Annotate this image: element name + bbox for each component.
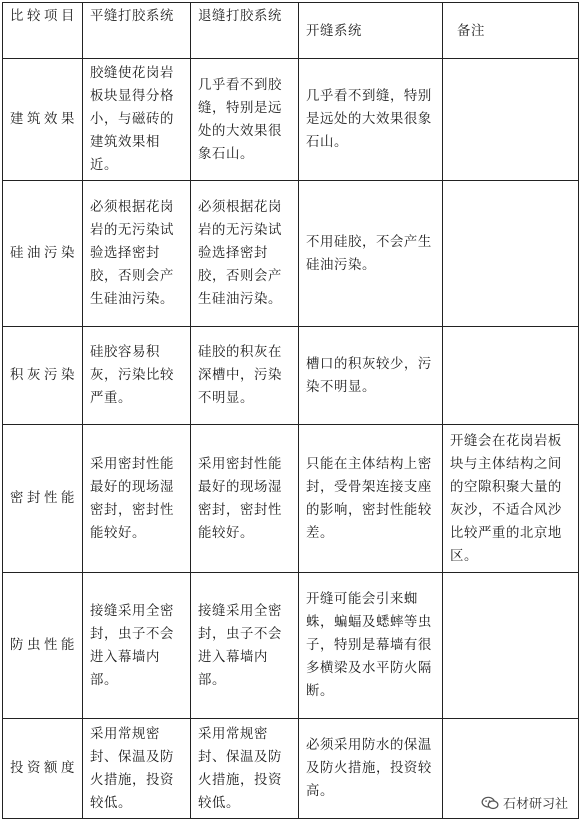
table-header-row: [3, 3, 579, 59]
row-item: 建筑效果: [3, 59, 83, 181]
cell-open-seam: 槽口的积灰较少，污染不明显。: [299, 327, 443, 425]
cell-recessed-seam: 接缝采用全密封，虫子不会进入幕墙内部。: [191, 573, 299, 719]
comparison-table: [2, 2, 579, 819]
table-row: [3, 425, 579, 573]
header-open-seam: 开缝系统: [299, 3, 443, 59]
row-item: 防虫性能: [3, 573, 83, 719]
wechat-icon: [481, 796, 499, 810]
watermark-text: 石材研习社: [502, 797, 568, 812]
cell-note: [443, 573, 579, 719]
header-flat-seam: 平缝打胶系统: [83, 3, 191, 59]
row-item: 投资额度: [3, 719, 83, 819]
table-row: [3, 181, 579, 327]
cell-recessed-seam: 采用密封性能最好的现场湿密封，密封性能较好。: [191, 425, 299, 573]
row-item: 硅油污染: [3, 181, 83, 327]
cell-note: [443, 181, 579, 327]
cell-recessed-seam: 几乎看不到胶缝，特别是远处的大效果很象石山。: [191, 59, 299, 181]
row-item: 密封性能: [3, 425, 83, 573]
header-note: 备注: [443, 3, 579, 59]
table-row: [3, 59, 579, 181]
cell-recessed-seam: 必须根据花岗岩的无污染试验选择密封胶，否则会产生硅油污染。: [191, 181, 299, 327]
cell-flat-seam: 采用常规密封、保温及防火措施，投资较低。: [83, 719, 191, 819]
watermark: [481, 793, 568, 812]
cell-flat-seam: 采用密封性能最好的现场湿密封，密封性能较好。: [83, 425, 191, 573]
cell-recessed-seam: 硅胶的积灰在深槽中，污染不明显。: [191, 327, 299, 425]
header-item: 比较项目: [3, 3, 83, 59]
cell-open-seam: 只能在主体结构上密封，受骨架连接支座的影响，密封性能较差。: [299, 425, 443, 573]
cell-note: 开缝会在花岗岩板块与主体结构之间的空隙积聚大量的灰沙，不适合风沙比较严重的北京地区。: [443, 425, 579, 573]
cell-recessed-seam: 采用常规密封、保温及防火措施，投资较低。: [191, 719, 299, 819]
cell-flat-seam: 胶缝使花岗岩板块显得分格小，与磁砖的建筑效果相近。: [83, 59, 191, 181]
cell-open-seam: 不用硅胶，不会产生硅油污染。: [299, 181, 443, 327]
cell-flat-seam: 必须根据花岗岩的无污染试验选择密封胶，否则会产生硅油污染。: [83, 181, 191, 327]
cell-open-seam: 必须采用防水的保温及防火措施，投资较高。: [299, 719, 443, 819]
header-recessed-seam: 退缝打胶系统: [191, 3, 299, 59]
cell-open-seam: 开缝可能会引来蜘蛛，蝙蝠及蟋蟀等虫子，特别是幕墙有很多横梁及水平防火隔断。: [299, 573, 443, 719]
cell-note: [443, 59, 579, 181]
table-row: [3, 573, 579, 719]
cell-flat-seam: 接缝采用全密封，虫子不会进入幕墙内部。: [83, 573, 191, 719]
row-item: 积灰污染: [3, 327, 83, 425]
cell-open-seam: 几乎看不到缝，特别是远处的大效果很象石山。: [299, 59, 443, 181]
table-row: [3, 327, 579, 425]
cell-note: [443, 327, 579, 425]
cell-flat-seam: 硅胶容易积灰，污染比较严重。: [83, 327, 191, 425]
